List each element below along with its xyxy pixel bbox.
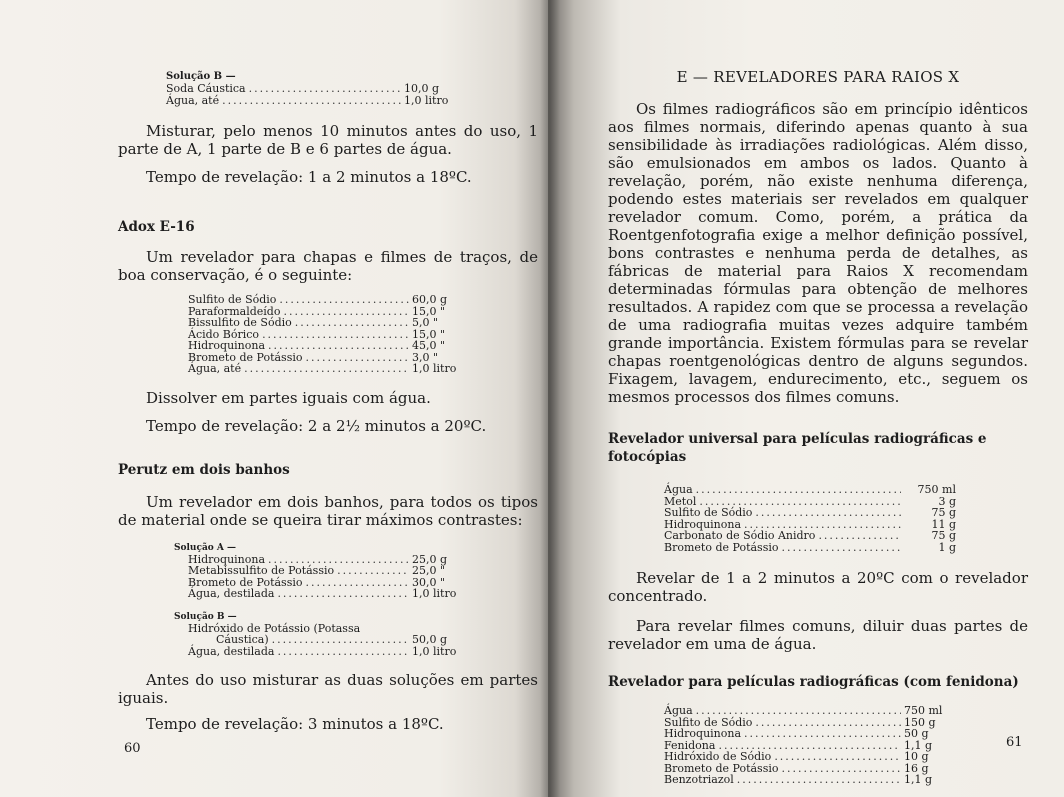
universal-developer-heading: Revelador universal para películas radiográficas e fotocópias	[608, 431, 987, 465]
formula-row: Fenidona ..... 1,1 g	[664, 740, 956, 752]
book-gutter	[540, 0, 560, 797]
formula-row: Brometo de Potássio ..... 1 g	[664, 542, 956, 554]
solution-a-title: Solução A —	[174, 542, 237, 553]
formula-row: Cáustica) ..... 50,0 g	[188, 634, 470, 646]
formula-row: Soda Cáustica ..... 10,0 g	[166, 83, 466, 95]
formula-row: Água, destilada ..... 1,0 litro	[188, 588, 470, 600]
phenidone-developer-formula	[664, 705, 956, 786]
formula-row: Benzotriazol ..... 1,1 g	[664, 774, 956, 786]
adox-description: Um revelador para chapas e filmes de traços, de boa conservação, é o seguinte:	[118, 248, 538, 284]
formula-row: Sulfito de Sódio ..... 60,0 g	[188, 294, 470, 306]
page-number-right: 61	[1006, 735, 1023, 750]
solution-b-formula	[166, 70, 466, 106]
solution-b-title: Solução B —	[166, 71, 236, 82]
formula-row: Água ..... 750 ml	[664, 705, 956, 717]
dilution-instruction: Para revelar filmes comuns, diluir duas partes de revelador em uma de água.	[608, 617, 1028, 653]
formula-row: Água, até ..... 1,0 litro	[188, 363, 470, 375]
formula-row: Bissulfito de Sódio ..... 5,0 "	[188, 317, 470, 329]
left-page-content	[118, 66, 538, 733]
formula-row: Sulfito de Sódio ..... 150 g	[664, 717, 956, 729]
development-time-2: Tempo de revelação: 2 a 2½ minutos a 20ºC.	[146, 416, 487, 435]
formula-row: Brometo de Potássio ..... 16 g	[664, 763, 956, 775]
development-time-1: Tempo de revelação: 1 a 2 minutos a 18ºC.	[146, 168, 472, 186]
formula-row: Sulfito de Sódio ..... 75 g	[664, 507, 956, 519]
formula-row: Carbonato de Sódio Anidro ..... 75 g	[664, 530, 956, 542]
right-page	[548, 0, 1064, 797]
formula-row: Brometo de Potássio ..... 3,0 "	[188, 352, 470, 364]
formula-row: Hidroquinona ..... 50 g	[664, 728, 956, 740]
phenidone-developer-heading: Revelador para películas radiográficas (com fenidona)	[608, 674, 1019, 690]
formula-row: Hidroquinona ..... 45,0 "	[188, 340, 470, 352]
development-time-3: Tempo de revelação: 3 minutos a 18ºC.	[146, 715, 444, 733]
right-page-content	[608, 66, 1028, 786]
formula-row: Hidróxido de Sódio ..... 10 g	[664, 751, 956, 763]
formula-row: Paraformaldeído ..... 15,0 "	[188, 306, 470, 318]
mix-solutions-instruction: Antes do uso misturar as duas soluções em partes iguais.	[118, 671, 538, 707]
adox-formula	[188, 294, 470, 375]
formula-row: Metabissulfito de Potássio ..... 25,0 "	[188, 565, 470, 577]
formula-row-line1: Hidróxido de Potássio (Potassa	[188, 621, 361, 635]
dissolve-instruction: Dissolver em partes iguais com água.	[146, 388, 431, 407]
formula-row: Hidroquinona ..... 11 g	[664, 519, 956, 531]
xray-intro: Os filmes radiográficos são em princípio idênticos aos filmes normais, diferindo apenas quanto à sua sensibilidade às irradiações radiológicas. Além disso, são emulsionados em ambos os lados. Quanto à revelação, porém, não existe nenhuma diferença, podendo estes materiais ser revelados em qualquer revelador comum. Como, porém, a prática da Roentgenfotografia exige a melhor definição possível, bons contrastes e nenhuma perda de detalhes, as fábricas de material para Raios X recomendam determinadas fórmulas para obtenção de melhores resultados. A rapidez com que se processa a revelação de uma radiografia muitas vezes adquire também grande importância. Existem fórmulas para se revelar chapas roentgenológicas dentro de alguns segundos. Fixagem, lavagem, endurecimento, etc., seguem os mesmos processos dos filmes comuns.	[608, 100, 1028, 406]
solution-b2-formula	[174, 612, 470, 658]
universal-developer-instruction: Revelar de 1 a 2 minutos a 20ºC com o revelador concentrado.	[608, 569, 1028, 605]
adox-heading: Adox E-16	[118, 219, 195, 235]
chapter-title: E — REVELADORES PARA RAIOS X	[676, 68, 960, 86]
formula-row: Hidroquinona ..... 25,0 g	[188, 554, 470, 566]
solution-b2-title: Solução B —	[174, 611, 237, 622]
page-number-left: 60	[124, 741, 141, 756]
formula-row: Água ..... 750 ml	[664, 484, 956, 496]
perutz-description: Um revelador em dois banhos, para todos os tipos de material onde se queira tirar máximos contrastes:	[118, 492, 538, 529]
perutz-heading: Perutz em dois banhos	[118, 461, 290, 478]
formula-row: Brometo de Potássio ..... 30,0 "	[188, 577, 470, 589]
formula-row: Água, até ..... 1,0 litro	[166, 95, 466, 107]
formula-row: Água, destilada ..... 1,0 litro	[188, 646, 470, 658]
formula-row: Ácido Bórico ..... 15,0 "	[188, 329, 470, 341]
mix-instructions: Misturar, pelo menos 10 minutos antes do uso, 1 parte de A, 1 parte de B e 6 partes de água.	[118, 122, 538, 158]
solution-a-formula	[174, 543, 470, 600]
universal-developer-formula	[664, 484, 956, 553]
formula-row: Metol ..... 3 g	[664, 496, 956, 508]
